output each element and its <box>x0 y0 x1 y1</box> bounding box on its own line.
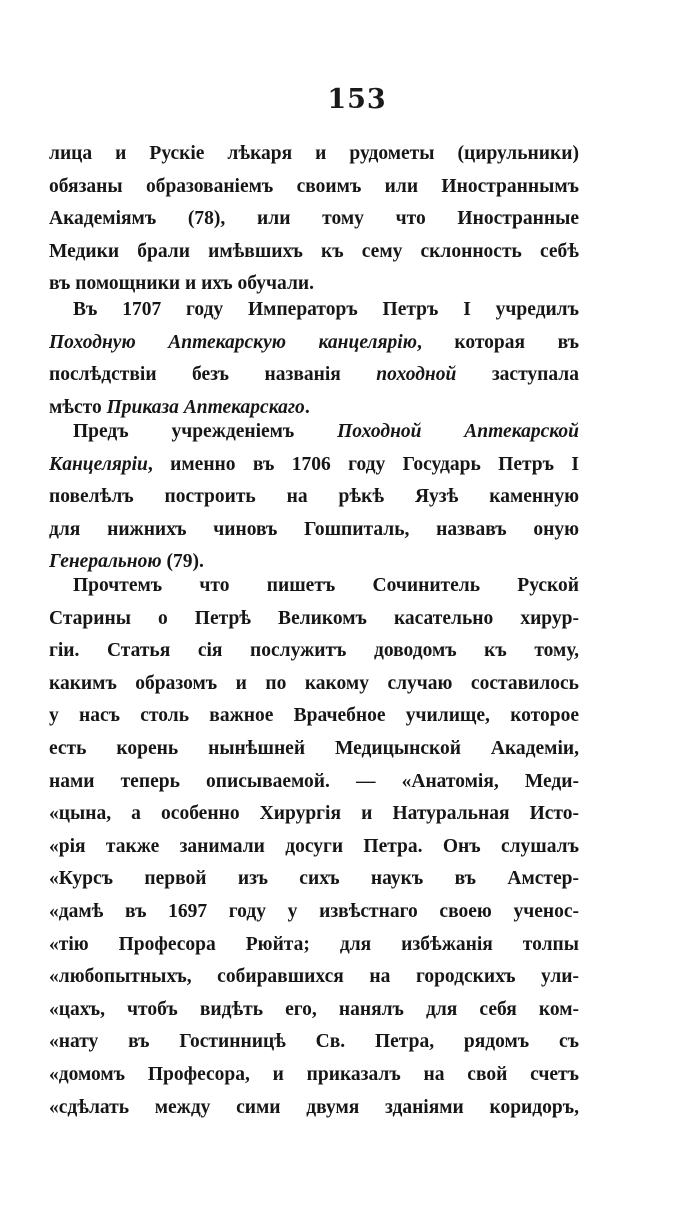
paragraph-1 <box>49 138 579 301</box>
text-line: обязаны образованіемъ своимъ или Иностраннымъ <box>49 175 579 197</box>
text-line: «цахъ, чтобъ видѣть его, нанялъ для себя ком- <box>49 998 579 1020</box>
paragraph-3 <box>49 416 579 579</box>
text-line: есть корень нынѣшней Медицынской Академіи, <box>49 737 579 759</box>
text-line: «Курсъ первой изъ сихъ наукъ въ Амстер- <box>49 868 579 890</box>
text-run: Въ 1707 году Императоръ Петръ I учредилъ <box>73 299 579 320</box>
text-line: «нату въ Гостинницѣ Св. Петра, рядомъ съ <box>49 1031 579 1053</box>
text-line: «домомъ Професора, и приказалъ на свой счетъ <box>49 1063 579 1085</box>
text-line <box>49 514 579 547</box>
text-line: въ помощники и ихъ обучали. <box>49 273 315 295</box>
italic-run: Канцеляріи <box>49 453 148 475</box>
text-run: Предъ учрежденіемъ <box>73 421 338 442</box>
paragraph-2 <box>49 294 579 424</box>
text-run: для нижнихъ чиновъ Гошпиталь, назвавъ оную <box>49 518 579 540</box>
text-run: . <box>304 396 310 418</box>
text-line: у насъ столь важное Врачебное училище, которое <box>49 705 579 727</box>
text-line: «рія также занимали досуги Петра. Онъ слушалъ <box>49 835 579 857</box>
text-line: какимъ образомъ и по какому случаю составилось <box>49 672 579 694</box>
text-run: , которая въ <box>416 331 579 353</box>
text-line: «тію Професора Рюйта; для избѣжанія толпы <box>49 933 579 955</box>
text-run: мѣсто <box>49 396 107 418</box>
text-run: заступала <box>456 364 579 386</box>
text-run: (79). <box>161 551 204 573</box>
text-run: послѣдствіи безъ названія <box>49 364 377 386</box>
page-number: 153 <box>327 84 387 115</box>
text-line <box>49 449 579 482</box>
italic-run: Генеральною <box>49 551 162 573</box>
text-line: Академіямъ (78), или тому что Иностранные <box>49 208 579 230</box>
text-line: нами теперь описываемой. — «Анатомія, Меди- <box>49 770 579 792</box>
text-line: «любопытныхъ, собиравшихся на городскихъ ули- <box>49 966 579 988</box>
text-line <box>49 416 579 449</box>
text-run: , именно въ 1706 году Государь Петръ I <box>147 453 579 475</box>
text-line <box>49 359 579 392</box>
text-line <box>49 327 579 360</box>
text-line: «дамѣ въ 1697 году у извѣстнаго своею ученос- <box>49 900 579 922</box>
text-line: «цына, а особенно Хирургія и Натуральная Исто- <box>49 803 579 825</box>
italic-run: походной <box>376 364 457 386</box>
text-line: «сдѣлать между сими двумя зданіями коридоръ, <box>49 1096 579 1118</box>
italic-run: Походную Аптекарскую канцелярію <box>49 331 417 353</box>
text-run: повелѣлъ построить на рѣкѣ Яузѣ каменную <box>49 486 579 508</box>
italic-run: Приказа Аптекарскаго <box>106 396 305 418</box>
text-line: Прочтемъ что пишетъ Сочинитель Руской <box>73 575 579 596</box>
paragraph-4 <box>49 570 579 1124</box>
text-line: лица и Рускіе лѣкаря и рудометы (цирульники) <box>49 143 579 164</box>
text-line: гіи. Статья сія послужитъ доводомъ къ тому, <box>49 640 579 662</box>
italic-run: Походной Аптекарской <box>337 421 579 442</box>
text-line: Старины о Петрѣ Великомъ касательно хирур- <box>49 607 579 629</box>
text-line <box>49 294 579 327</box>
text-line: Медики брали имѣвшихъ къ сему склонность себѣ <box>49 240 579 262</box>
text-line <box>49 481 579 514</box>
